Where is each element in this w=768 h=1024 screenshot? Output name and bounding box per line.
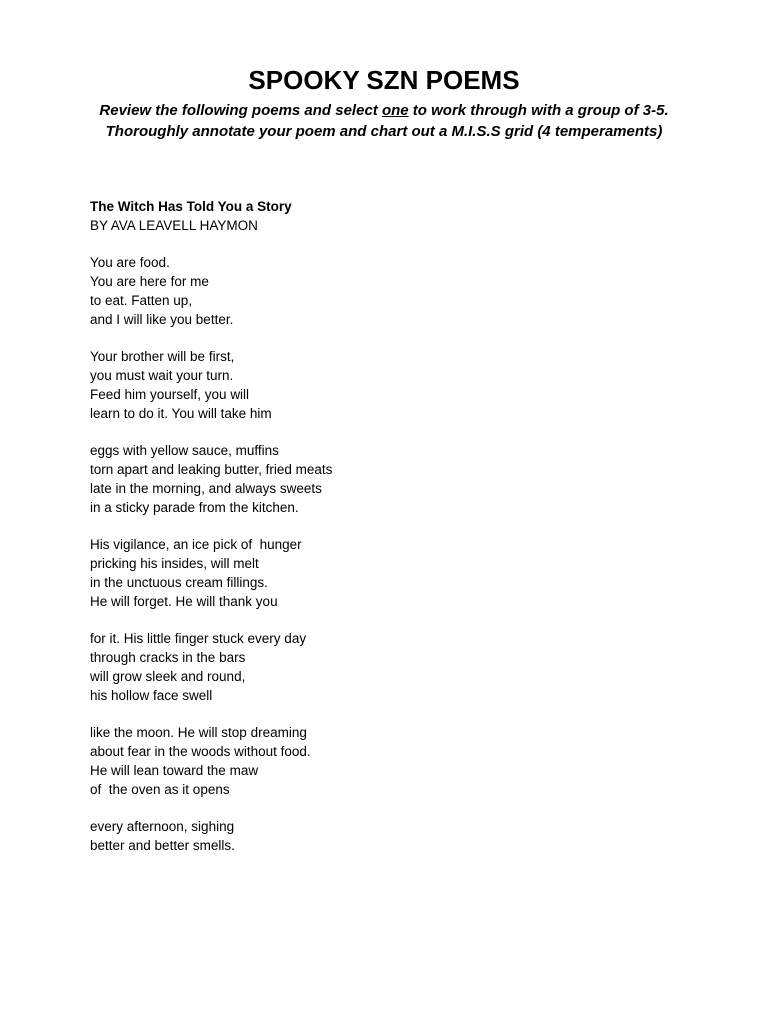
poem-line: Your brother will be first, [90,349,235,365]
poem-line: of the oven as it opens [90,781,230,797]
header [0,62,768,142]
poem-line: about fear in the woods without food. [90,744,311,760]
poem-line: torn apart and leaking butter, fried meats [90,462,333,478]
stanza [90,254,690,329]
poem-line: in the unctuous cream fillings. [90,574,268,590]
instructions [0,100,768,142]
poem-line: and I will like you better. [90,311,234,327]
poem-line: to eat. Fatten up, [90,292,193,308]
poem-line: You are food. [90,255,170,271]
poem [90,198,690,875]
page-title: SPOOKY SZN POEMS [248,65,520,95]
instruction-emphasis: one [381,102,409,119]
poem-line: He will forget. He will thank you [90,593,278,609]
poem-line: his hollow face swell [90,687,213,703]
poem-line: like the moon. He will stop dreaming [90,725,307,741]
stanza [90,630,690,705]
stanza [90,348,690,423]
poem-line: every afternoon, sighing [90,819,235,835]
poem-line: learn to do it. You will take him [90,405,272,421]
poem-line: pricking his insides, will melt [90,556,259,572]
stanza [90,442,690,517]
instruction-line2: Thoroughly annotate your poem and chart out a M.I.S.S grid (4 temperaments) [105,123,663,140]
instruction-line1 [99,102,668,119]
poem-author: BY AVA LEAVELL HAYMON [90,217,258,233]
poem-line: His vigilance, an ice pick of hunger [90,537,302,553]
stanza [90,818,690,856]
poem-line: for it. His little finger stuck every day [90,631,307,647]
poem-line: He will lean toward the maw [90,762,259,778]
poem-line: late in the morning, and always sweets [90,480,322,496]
poem-line: through cracks in the bars [90,650,246,666]
poem-line: Feed him yourself, you will [90,386,250,402]
poem-line: You are here for me [90,274,209,290]
instruction-line1-after: to work through with a group of 3-5. [408,102,669,119]
instruction-line1-before: Review the following poems and select [99,102,382,119]
poem-line: eggs with yellow sauce, muffins [90,443,279,459]
poem-line: will grow sleek and round, [90,668,246,684]
poem-line: in a sticky parade from the kitchen. [90,499,299,515]
poem-line: you must wait your turn. [90,368,234,384]
poem-title: The Witch Has Told You a Story [90,199,292,214]
stanza [90,536,690,611]
poem-line: better and better smells. [90,838,235,854]
stanza [90,724,690,799]
